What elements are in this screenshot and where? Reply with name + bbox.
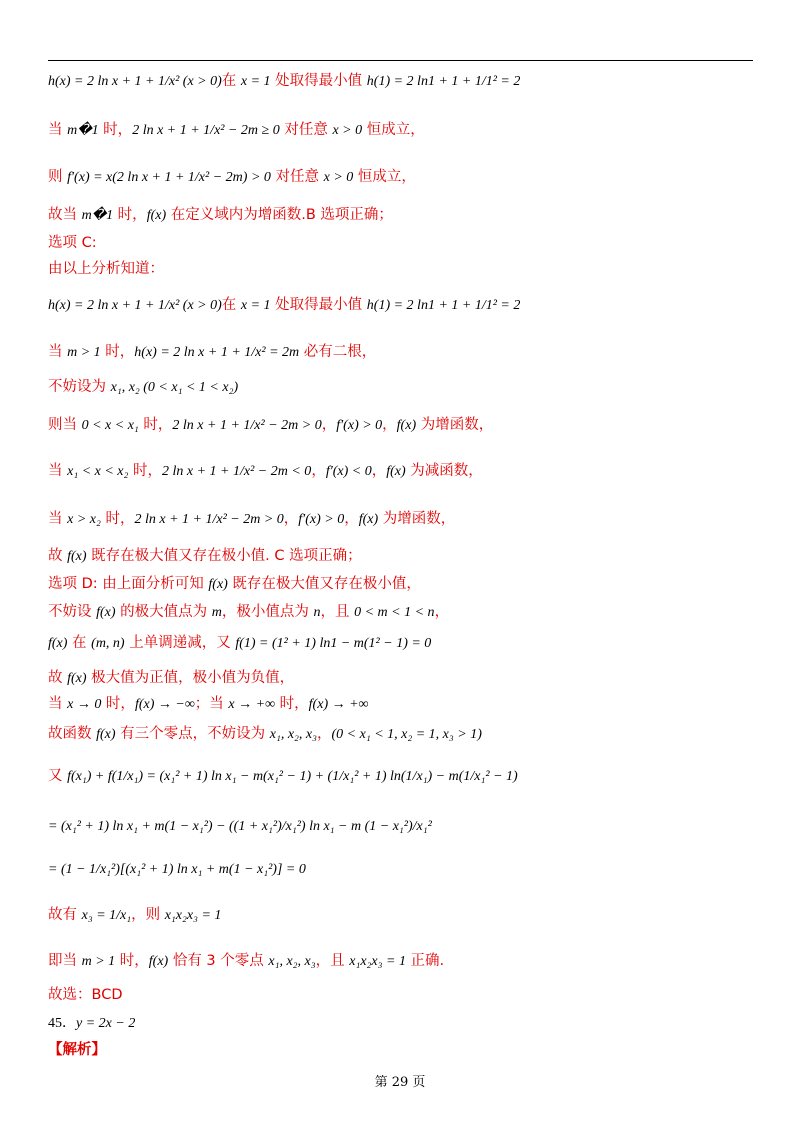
explanation-text: 当 bbox=[48, 696, 68, 712]
explanation-text: 时， bbox=[98, 122, 133, 138]
explanation-text: 对任意 bbox=[279, 122, 333, 138]
question-number: 45． bbox=[48, 1016, 76, 1031]
explanation-text: 极大值为正值，极小值为负值， bbox=[86, 670, 295, 686]
explanation-text: ， bbox=[371, 463, 387, 479]
explanation-text: 则 bbox=[48, 169, 68, 185]
math-expression: f(x) → +∞ bbox=[308, 697, 369, 712]
math-expression: x₁x₂x₃ = 1 bbox=[164, 908, 222, 923]
text-line bbox=[48, 667, 294, 690]
explanation-text: 在 bbox=[67, 635, 92, 651]
math-expression: f(x) bbox=[48, 636, 68, 651]
explanation-text: 为增函数， bbox=[416, 417, 494, 433]
math-expression: x → 0 bbox=[67, 697, 102, 712]
explanation-text: 故当 bbox=[48, 207, 82, 223]
explanation-text: 又 bbox=[48, 768, 68, 784]
math-expression: 2 ln x + 1 + 1/x² − 2m < 0 bbox=[162, 464, 312, 479]
text-line bbox=[48, 258, 164, 280]
math-expression: x₁, x₂, x₃ bbox=[268, 954, 316, 969]
explanation-text: 处取得最小值 bbox=[270, 73, 367, 89]
explanation-text: 正确. bbox=[405, 953, 445, 969]
math-expression: f′(x) > 0 bbox=[336, 418, 383, 433]
text-line bbox=[48, 1039, 106, 1061]
text-line bbox=[48, 1012, 135, 1035]
math-expression: f(x) bbox=[396, 418, 417, 433]
text-line bbox=[48, 341, 376, 364]
text-line bbox=[48, 723, 482, 746]
text-line bbox=[48, 414, 493, 437]
explanation-text: ，且 bbox=[320, 604, 355, 620]
explanation-text: 不妨设为 bbox=[48, 379, 111, 395]
text-line bbox=[48, 858, 306, 881]
explanation-text: ， bbox=[311, 463, 326, 479]
explanation-text: 故 bbox=[48, 548, 68, 564]
explanation-text: 既存在极大值又存在极小值. C 选项正确； bbox=[86, 548, 362, 564]
explanation-text: 时， bbox=[128, 463, 162, 479]
math-expression: 0 < x < x₁ bbox=[81, 418, 139, 433]
text-line bbox=[48, 601, 449, 624]
explanation-text: 选项 D: 由上面分析可知 bbox=[48, 576, 209, 592]
explanation-text: 有三个零点，不妨设为 bbox=[115, 726, 270, 742]
text-line bbox=[48, 204, 393, 227]
text-line bbox=[48, 545, 362, 568]
math-expression: = (x₁² + 1) ln x₁ + m(1 − x₁²) − ((1 + x₁²)/x₁²) ln x₁ − m (1 − x₁²)/x₁² bbox=[48, 819, 432, 834]
explanation-text: 时， bbox=[115, 953, 149, 969]
math-expression: f(x) bbox=[208, 577, 228, 592]
math-expression: (m, n) bbox=[91, 636, 125, 651]
explanation-text: 为增函数， bbox=[378, 511, 456, 527]
explanation-text: 当 bbox=[48, 463, 68, 479]
math-expression: x₁ < x < x₂ bbox=[67, 464, 129, 479]
text-line bbox=[48, 166, 416, 189]
page-number: 第 29 页 bbox=[374, 1075, 426, 1090]
text-line bbox=[48, 294, 520, 317]
math-expression: x > 0 bbox=[332, 123, 363, 138]
explanation-text: 处取得最小值 bbox=[270, 297, 367, 313]
math-expression: f(x₁) + f(1/x₁) = (x₁² + 1) ln x₁ − m(x₁² − 1) + (1/x₁² + 1) ln(1/x₁) − m(1/x₁² − 1) bbox=[67, 769, 518, 784]
text-line bbox=[48, 232, 97, 254]
explanation-text: ， bbox=[344, 511, 359, 527]
explanation-text: ， bbox=[317, 726, 332, 742]
math-expression: f(x) bbox=[148, 954, 169, 969]
math-expression: f′(x) = x(2 ln x + 1 + 1/x² − 2m) > 0 bbox=[67, 170, 271, 185]
explanation-text: 由以上分析知道： bbox=[48, 261, 164, 277]
math-expression: m�1 bbox=[81, 208, 114, 223]
math-expression: f(x) bbox=[67, 671, 87, 686]
math-expression: = (1 − 1/x₁²)[(x₁² + 1) ln x₁ + m(1 − x₁²)] = 0 bbox=[48, 862, 306, 877]
math-expression: h(1) = 2 ln1 + 1 + 1/1² = 2 bbox=[366, 298, 521, 313]
explanation-text: 当 bbox=[48, 511, 68, 527]
explanation-text: ，且 bbox=[315, 953, 350, 969]
explanation-text: 当 bbox=[48, 344, 68, 360]
explanation-text: 必有二根， bbox=[299, 344, 377, 360]
explanation-text: ， bbox=[283, 511, 299, 527]
explanation-text: ，则 bbox=[131, 907, 165, 923]
math-expression: f(x) bbox=[358, 512, 379, 527]
math-expression: m > 1 bbox=[81, 954, 116, 969]
math-expression: 2 ln x + 1 + 1/x² − 2m ≥ 0 bbox=[132, 123, 280, 138]
text-line bbox=[48, 693, 369, 716]
explanation-text: 在 bbox=[221, 297, 241, 313]
math-expression: f(x) bbox=[146, 208, 167, 223]
explanation-text: ， bbox=[434, 604, 450, 620]
math-expression: 2 ln x + 1 + 1/x² − 2m > 0 bbox=[134, 512, 284, 527]
text-line bbox=[48, 815, 432, 838]
math-expression: x > 0 bbox=[323, 170, 354, 185]
explanation-text: ，极小值点为 bbox=[221, 604, 314, 620]
explanation-text: 时， bbox=[100, 511, 135, 527]
math-expression: m > 1 bbox=[67, 345, 101, 360]
explanation-text: 恒成立， bbox=[362, 122, 425, 138]
text-line bbox=[48, 508, 455, 531]
explanation-text: 不妨设 bbox=[48, 604, 97, 620]
explanation-text: 故函数 bbox=[48, 726, 97, 742]
explanation-text: 在定义域内为增函数.B 选项正确； bbox=[166, 207, 393, 223]
math-expression: x₁, x₂ (0 < x₁ < 1 < x₂) bbox=[110, 380, 239, 395]
text-line bbox=[48, 984, 122, 1006]
explanation-text: 即当 bbox=[48, 953, 82, 969]
text-line bbox=[48, 119, 425, 142]
explanation-text: ；当 bbox=[194, 696, 229, 712]
math-expression: 0 < m < 1 < n bbox=[354, 605, 435, 620]
explanation-text: 时， bbox=[138, 417, 173, 433]
math-expression: y = 2x − 2 bbox=[76, 1016, 136, 1031]
math-expression: h(1) = 2 ln1 + 1 + 1/1² = 2 bbox=[366, 74, 521, 89]
math-expression: x₃ = 1/x₁ bbox=[81, 908, 132, 923]
text-line bbox=[48, 765, 518, 788]
text-line bbox=[48, 460, 483, 483]
explanation-text: 时， bbox=[100, 344, 135, 360]
text-line bbox=[48, 70, 520, 93]
explanation-text: 时， bbox=[275, 696, 309, 712]
math-expression: h(x) = 2 ln x + 1 + 1/x² (x > 0) bbox=[48, 74, 222, 89]
math-expression: f(x) bbox=[96, 727, 116, 742]
math-expression: (0 < x₁ < 1, x₂ = 1, x₃ > 1) bbox=[331, 727, 482, 742]
text-line bbox=[48, 573, 421, 596]
math-expression: h(x) = 2 ln x + 1 + 1/x² = 2m bbox=[134, 345, 300, 360]
math-expression: x = 1 bbox=[240, 298, 271, 313]
explanation-text: 既存在极大值又存在极小值， bbox=[227, 576, 421, 592]
math-expression: x = 1 bbox=[240, 74, 271, 89]
explanation-text: ， bbox=[321, 417, 337, 433]
math-expression: 2 ln x + 1 + 1/x² − 2m > 0 bbox=[172, 418, 322, 433]
math-expression: n bbox=[313, 605, 321, 620]
explanation-text: 恒成立， bbox=[353, 169, 416, 185]
explanation-text: 时， bbox=[113, 207, 147, 223]
text-line bbox=[48, 950, 444, 973]
analysis-heading: 【解析】 bbox=[48, 1042, 106, 1058]
explanation-text: 故有 bbox=[48, 907, 82, 923]
math-expression: x > x₂ bbox=[67, 512, 101, 527]
math-expression: m�1 bbox=[67, 123, 99, 138]
explanation-text: 为减函数， bbox=[405, 463, 483, 479]
explanation-text: 恰有 3 个零点 bbox=[168, 953, 269, 969]
explanation-text: 时， bbox=[101, 696, 135, 712]
explanation-text: 故选：BCD bbox=[48, 987, 123, 1003]
math-expression: f′(x) > 0 bbox=[298, 512, 345, 527]
explanation-text: 在 bbox=[221, 73, 241, 89]
math-expression: m bbox=[211, 605, 222, 620]
text-line bbox=[48, 904, 221, 927]
explanation-text: 则当 bbox=[48, 417, 82, 433]
explanation-text: ， bbox=[382, 417, 397, 433]
explanation-text: 的极大值点为 bbox=[115, 604, 212, 620]
math-expression: x₁, x₂, x₃ bbox=[269, 727, 318, 742]
math-expression: x → +∞ bbox=[228, 697, 276, 712]
math-expression: h(x) = 2 ln x + 1 + 1/x² (x > 0) bbox=[48, 298, 222, 313]
explanation-text: 选项 C: bbox=[48, 235, 97, 251]
header-rule bbox=[48, 60, 753, 61]
math-expression: f(x) bbox=[96, 605, 116, 620]
math-expression: f(x) bbox=[67, 549, 87, 564]
text-line bbox=[48, 632, 431, 655]
explanation-text: 对任意 bbox=[270, 169, 324, 185]
math-expression: f(x) → −∞ bbox=[134, 697, 195, 712]
math-expression: f(1) = (1² + 1) ln1 − m(1² − 1) = 0 bbox=[235, 636, 432, 651]
text-line bbox=[48, 376, 238, 399]
math-expression: f′(x) < 0 bbox=[325, 464, 372, 479]
explanation-text: 上单调递减，又 bbox=[124, 635, 236, 651]
explanation-text: 故 bbox=[48, 670, 68, 686]
explanation-text: 当 bbox=[48, 122, 68, 138]
math-expression: f(x) bbox=[386, 464, 406, 479]
math-expression: x₁x₂x₃ = 1 bbox=[349, 954, 406, 969]
